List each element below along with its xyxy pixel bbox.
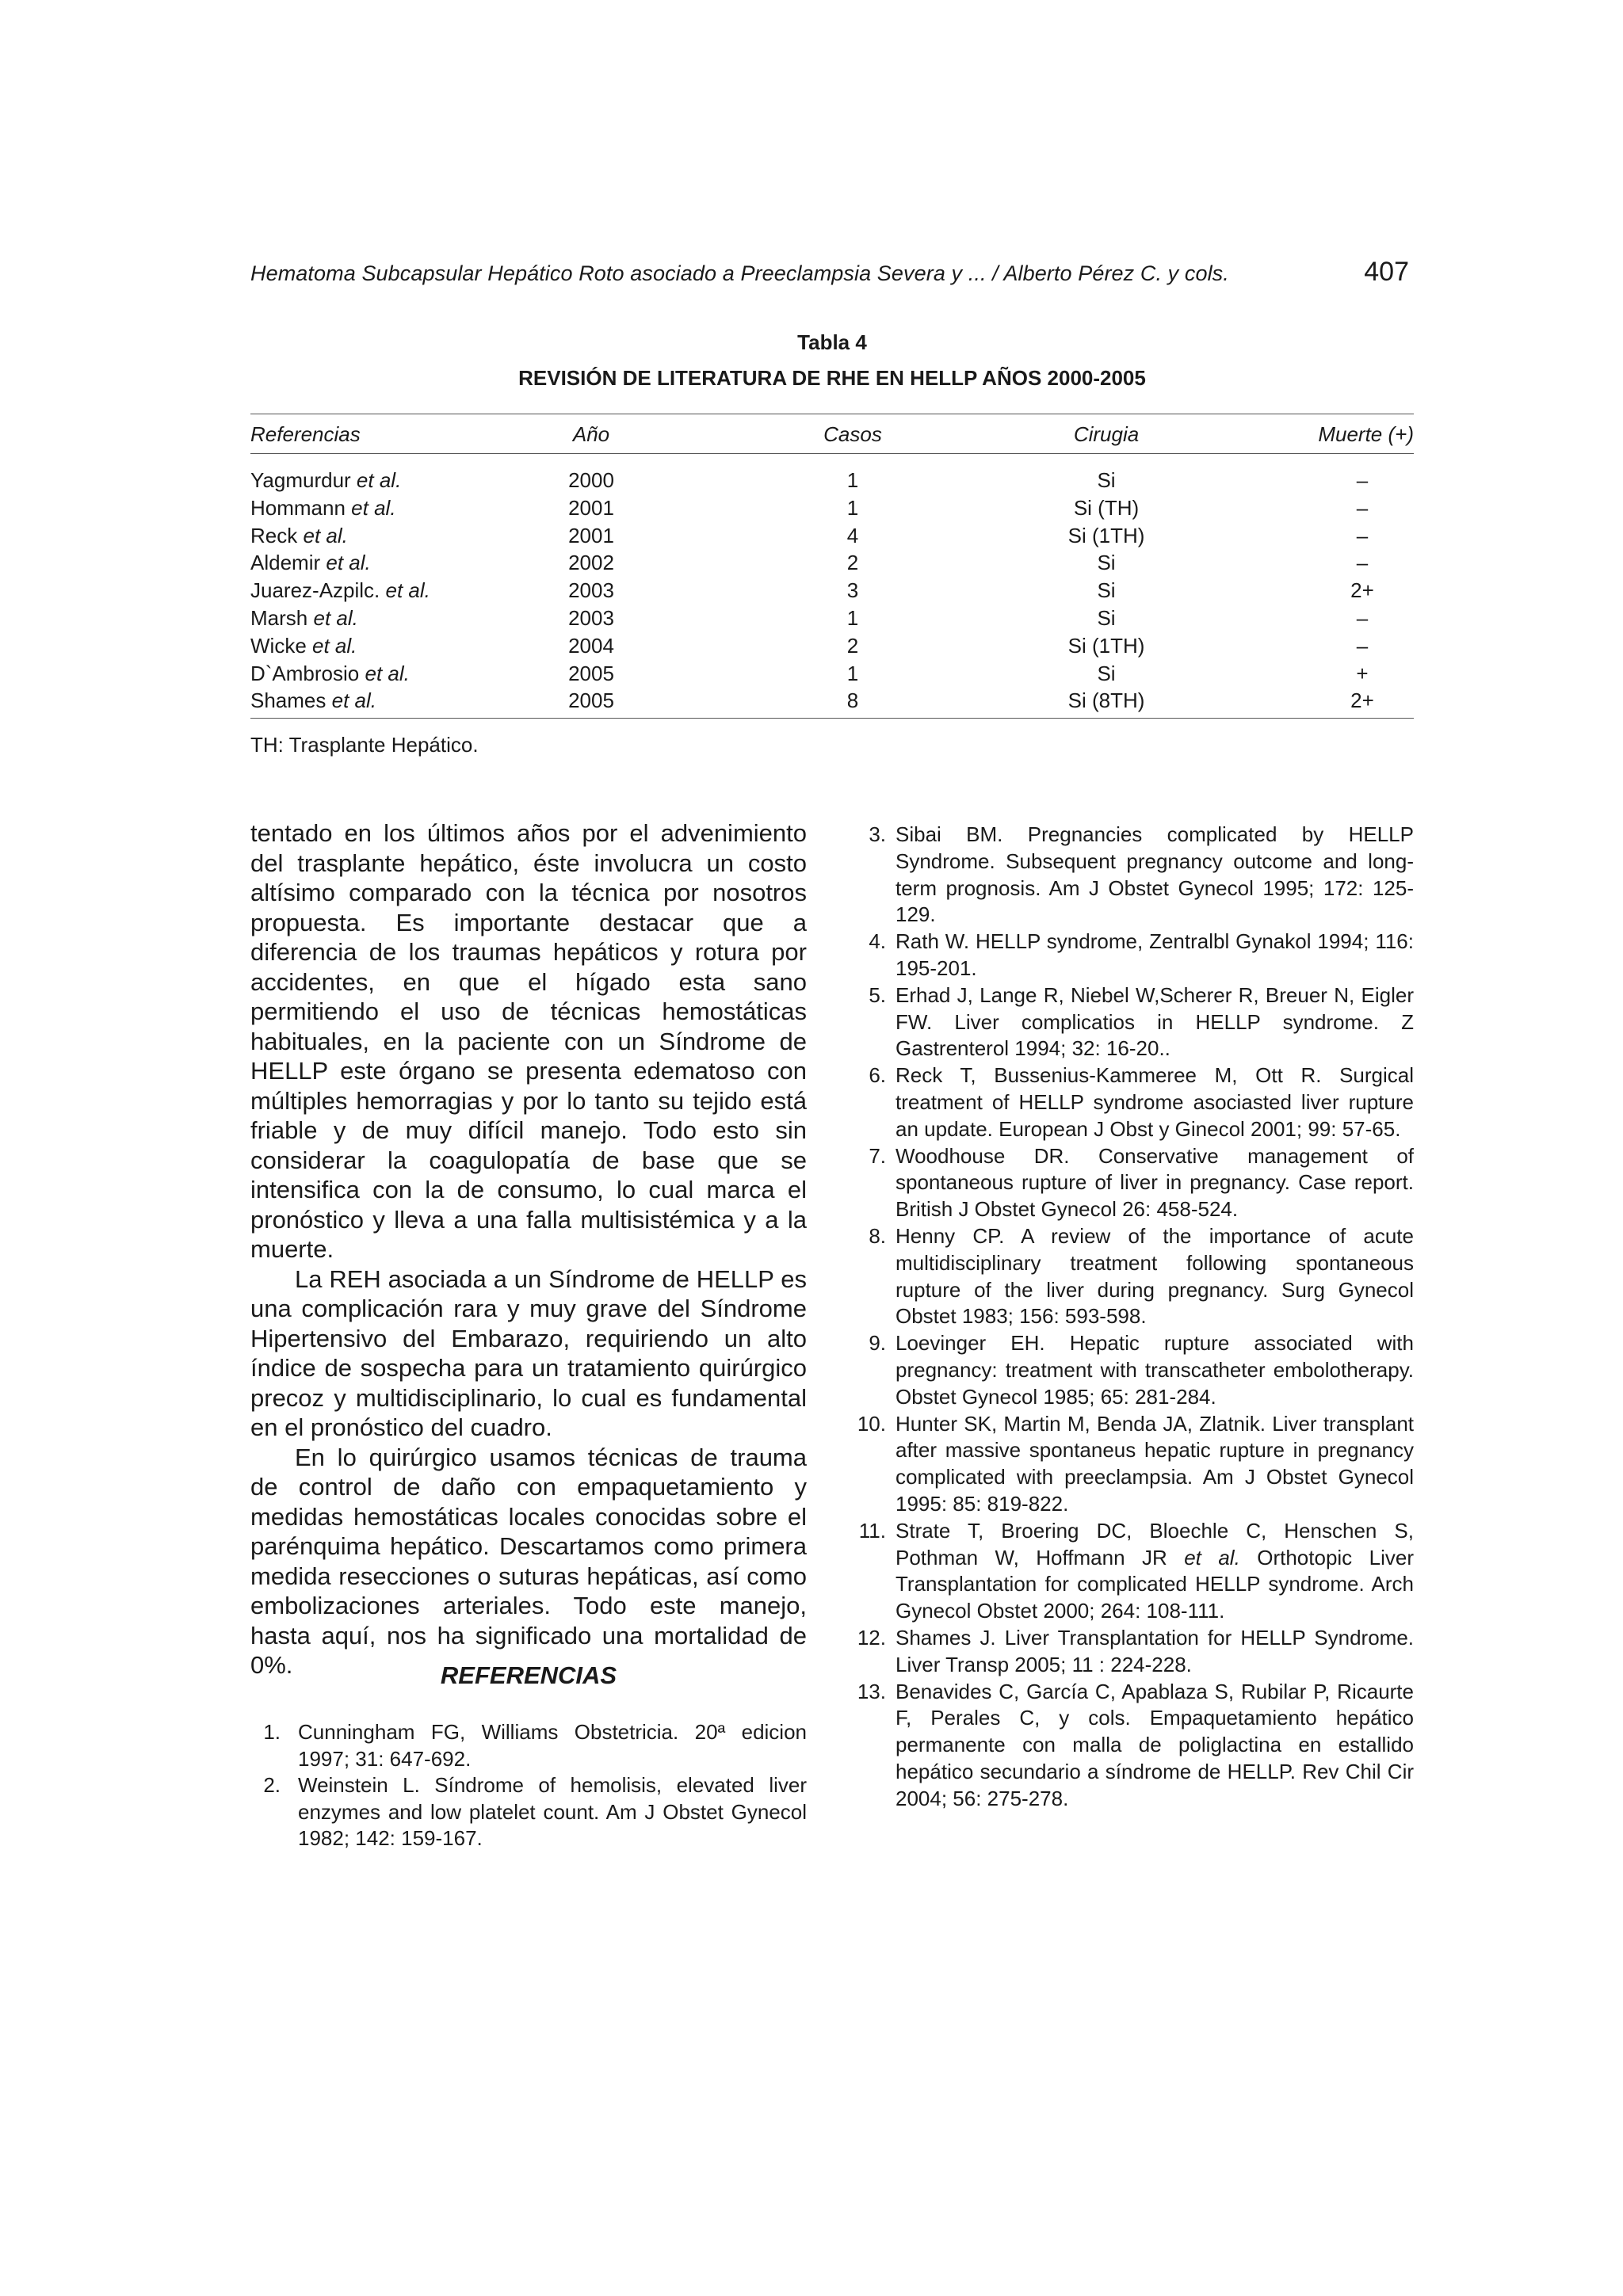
- reference-text: Henny CP. A review of the importance of acute multidisciplinary treatment following spontaneous rupture of the liver during pregnancy. Surg Gynecol Obstet 1983; 156: 593-598.: [896, 1223, 1414, 1329]
- reference-text: Reck T, Bussenius-Kammeree M, Ott R. Surgical treatment of HELLP syndrome asociasted liver rupture an update. European J Obst y Ginecol 2001; 99: 57-65.: [896, 1063, 1414, 1141]
- table-cell-year: 2003: [568, 578, 614, 603]
- table-cell-cases: 1: [846, 661, 859, 685]
- reference-item: [250, 1772, 807, 1852]
- table-cell-surgery: Si (1TH): [1067, 523, 1145, 547]
- running-head: Hematoma Subcapsular Hepático Roto asociado a Preeclampsia Severa y ... / Alberto Pérez C. y cols.: [250, 261, 1229, 285]
- body-paragraph: tentado en los últimos años por el advenimiento del trasplante hepático, éste involucra un costo altísimo comparado con la técnica por nosotros propuesta. Es importante destacar que a diferencia de los traumas hepáticos y rotura por accidentes, en que el hígado esta sano permitiendo el uso de técnicas hemostáticas habituales, en la paciente con un Síndrome de HELLP este órgano se presenta edematoso con múltiples hemorragias y por lo tanto su tejido está friable y de muy difícil manejo. Todo esto sin considerar la coagulopatía de base que se intensifica con la de consumo, lo cual marca el pronóstico y lleva a una falla multisistémica y a la muerte.: [250, 819, 807, 1263]
- reference-number: 8.: [869, 1223, 886, 1248]
- reference-item: [250, 1719, 807, 1772]
- reference-number: 5.: [869, 982, 886, 1007]
- table-row: [250, 496, 1414, 523]
- body-paragraph: En lo quirúrgico usamos técnicas de trauma de control de daño con empaquetamiento y medidas hemostáticas locales conocidas sobre el parénquima hepático. Descartamos como primera medida resecciones o suturas hepáticas, así como embolizaciones arteriales. Todo este manejo, hasta aquí, nos ha significado una mortalidad de 0%.: [250, 1443, 807, 1679]
- reference-author: Hommann: [250, 495, 346, 520]
- table-row: [250, 551, 1414, 578]
- table-cell-year: 2002: [568, 551, 614, 575]
- table-cell-death: –: [1356, 606, 1369, 630]
- table-cell-reference: [250, 551, 371, 575]
- column-header-surgery: Cirugia: [1073, 422, 1140, 446]
- table-row: [250, 634, 1414, 661]
- table-row: [250, 524, 1414, 551]
- table-cell-year: 2003: [568, 606, 614, 630]
- reference-text: Strate T, Broering DC, Bloechle C, Henschen S, Pothman W, Hoffmann JR: [896, 1518, 1414, 1569]
- reference-author: Reck: [250, 523, 298, 547]
- table-header-rule: [250, 453, 1414, 454]
- reference-item: [848, 982, 1414, 1062]
- table-cell-surgery: Si: [1097, 661, 1116, 685]
- table-cell-cases: 2: [846, 633, 859, 658]
- reference-etal: et al.: [326, 551, 371, 575]
- column-header-year: Año: [572, 422, 610, 446]
- table-cell-cases: 2: [846, 551, 859, 575]
- table-title: REVISIÓN DE LITERATURA DE RHE EN HELLP AÑOS 2000-2005: [518, 366, 1146, 390]
- table-cell-death: –: [1356, 523, 1369, 547]
- table-cell-cases: 1: [846, 468, 859, 492]
- table-cell-death: –: [1356, 551, 1369, 575]
- reference-item: [848, 1411, 1414, 1518]
- column-header-cases: Casos: [823, 422, 882, 446]
- body-text-column: [250, 818, 807, 1680]
- reference-item: [848, 1679, 1414, 1813]
- reference-text: Cunningham FG, Williams Obstetricia. 20ª edicion 1997; 31: 647-692.: [298, 1720, 807, 1771]
- column-header-death: Muerte (+): [1318, 422, 1414, 446]
- reference-etal: et al.: [365, 661, 410, 685]
- reference-etal: et al.: [313, 606, 358, 630]
- reference-etal: et al.: [356, 468, 402, 492]
- table-row: [250, 662, 1414, 688]
- reference-etal: et al.: [312, 633, 357, 658]
- reference-number: 12.: [857, 1625, 886, 1650]
- reference-number: 13.: [857, 1679, 886, 1703]
- reference-etal: et al.: [331, 688, 376, 713]
- reference-author: Aldemir: [250, 551, 321, 575]
- table-cell-cases: 8: [846, 688, 859, 713]
- table-cell-death: –: [1356, 633, 1369, 658]
- reference-etal: et al.: [385, 578, 430, 603]
- table-cell-reference: [250, 524, 348, 548]
- table-cell-year: 2005: [568, 661, 614, 685]
- table-cell-surgery: Si: [1097, 468, 1116, 492]
- reference-item: [848, 929, 1414, 982]
- reference-etal: et al.: [351, 495, 396, 520]
- table-bottom-rule: [250, 718, 1414, 719]
- reference-etal: et al.: [1184, 1545, 1240, 1569]
- page-number: 407: [1364, 257, 1409, 287]
- table-cell-year: 2004: [568, 633, 614, 658]
- table-row: [250, 468, 1414, 495]
- reference-number: 3.: [869, 822, 886, 846]
- reference-text: Hunter SK, Martin M, Benda JA, Zlatnik. Liver transplant after massive spontaneus hepatic rupture in pregnancy complicated with preeclampsia. Am J Obstet Gynecol 1995: 85: 819-822.: [896, 1411, 1414, 1516]
- table-cell-surgery: Si: [1097, 578, 1116, 603]
- reference-author: Wicke: [250, 633, 307, 658]
- reference-list-left: [250, 1719, 807, 1852]
- table-cell-death: –: [1356, 495, 1369, 520]
- table-cell-death: 2+: [1350, 688, 1374, 713]
- reference-number: 1.: [263, 1720, 281, 1744]
- table-cell-reference: [250, 496, 396, 521]
- table-cell-year: 2001: [568, 523, 614, 547]
- reference-item: [848, 1330, 1414, 1410]
- reference-item: [848, 1518, 1414, 1625]
- reference-text: Loevinger EH. Hepatic rupture associated with pregnancy: treatment with transcatheter embolotherapy. Obstet Gynecol 1985; 65: 281-284.: [896, 1331, 1414, 1409]
- table-cell-cases: 3: [846, 578, 859, 603]
- table-cell-reference: [250, 578, 430, 603]
- reference-author: D`Ambrosio: [250, 661, 360, 685]
- table-cell-reference: [250, 606, 358, 631]
- column-header-references: Referencias: [250, 422, 361, 446]
- reference-text: Benavides C, García C, Apablaza S, Rubilar P, Ricaurte F, Perales C, y cols. Empaquetamiento hepático permanente con malla de poliglactina en estallido hepático secundario a síndrome de HELLP. Rev Chil Cir 2004; 56: 275-278.: [896, 1679, 1414, 1810]
- table-row: [250, 606, 1414, 633]
- table-cell-surgery: Si (TH): [1073, 495, 1140, 520]
- reference-number: 10.: [857, 1411, 886, 1436]
- reference-text: Shames J. Liver Transplantation for HELLP Syndrome. Liver Transp 2005; 11 : 224-228.: [896, 1625, 1414, 1676]
- reference-number: 4.: [869, 929, 886, 954]
- table-footnote: TH: Trasplante Hepático.: [250, 733, 479, 757]
- table-row: [250, 578, 1414, 605]
- table-cell-year: 2001: [568, 495, 614, 520]
- reference-text: Sibai BM. Pregnancies complicated by HELLP Syndrome. Subsequent pregnancy outcome and long-term prognosis. Am J Obstet Gynecol 1995; 172: 125-129.: [896, 822, 1414, 927]
- table-row: [250, 688, 1414, 715]
- reference-text: Orthotopic Liver Transplantation for complicated HELLP syndrome. Arch Gynecol Obstet 2000; 264: 108-111.: [896, 1545, 1414, 1623]
- table-cell-surgery: Si (8TH): [1067, 688, 1145, 713]
- table-cell-surgery: Si: [1097, 606, 1116, 630]
- reference-item: [848, 1625, 1414, 1679]
- reference-text: Woodhouse DR. Conservative management of spontaneous rupture of liver in pregnancy. Case report. British J Obstet Gynecol 26: 458-524.: [896, 1143, 1414, 1222]
- table-label: Tabla 4: [797, 330, 867, 354]
- table-cell-death: 2+: [1350, 578, 1374, 603]
- table-cell-surgery: Si (1TH): [1067, 633, 1145, 658]
- table-cell-cases: 1: [846, 495, 859, 520]
- reference-item: [848, 1223, 1414, 1330]
- reference-list-right: [848, 822, 1414, 1812]
- table-cell-year: 2005: [568, 688, 614, 713]
- body-paragraph: La REH asociada a un Síndrome de HELLP es una complicación rara y muy grave del Síndrome Hipertensivo del Embarazo, requiriendo un alto índice de sospecha para un tratamiento quirúrgico precoz y multidisciplinario, lo cual es fundamental en el pronóstico del cuadro.: [250, 1264, 807, 1441]
- reference-number: 11.: [858, 1518, 886, 1543]
- references-heading: REFERENCIAS: [440, 1661, 617, 1689]
- table-header-row: [250, 422, 1414, 449]
- reference-text: Rath W. HELLP syndrome, Zentralbl Gynakol 1994; 116: 195-201.: [896, 929, 1414, 980]
- table-cell-reference: [250, 688, 376, 713]
- table-cell-reference: [250, 634, 357, 658]
- table-cell-death: –: [1356, 468, 1369, 492]
- table-cell-cases: 4: [846, 523, 859, 547]
- reference-item: [848, 1062, 1414, 1142]
- reference-author: Marsh: [250, 606, 308, 630]
- table-cell-death: +: [1356, 661, 1369, 685]
- reference-number: 9.: [869, 1331, 886, 1356]
- reference-number: 6.: [869, 1063, 886, 1088]
- reference-number: 7.: [869, 1143, 886, 1168]
- reference-text: Erhad J, Lange R, Niebel W,Scherer R, Breuer N, Eigler FW. Liver complicatios in HELLP syndrome. Z Gastrenterol 1994; 32: 16-20..: [896, 982, 1414, 1061]
- table-cell-year: 2000: [568, 468, 614, 492]
- reference-etal: et al.: [303, 523, 348, 547]
- reference-item: [848, 822, 1414, 929]
- reference-item: [848, 1143, 1414, 1223]
- table-cell-reference: [250, 662, 410, 686]
- reference-author: Yagmurdur: [250, 468, 351, 492]
- reference-author: Shames: [250, 688, 327, 713]
- table-cell-surgery: Si: [1097, 551, 1116, 575]
- reference-number: 2.: [263, 1773, 281, 1797]
- table-cell-cases: 1: [846, 606, 859, 630]
- reference-author: Juarez-Azpilc.: [250, 578, 380, 603]
- reference-text: Weinstein L. Síndrome of hemolisis, elevated liver enzymes and low platelet count. Am J Obstet Gynecol 1982; 142: 159-167.: [298, 1773, 807, 1850]
- table-cell-reference: [250, 468, 401, 493]
